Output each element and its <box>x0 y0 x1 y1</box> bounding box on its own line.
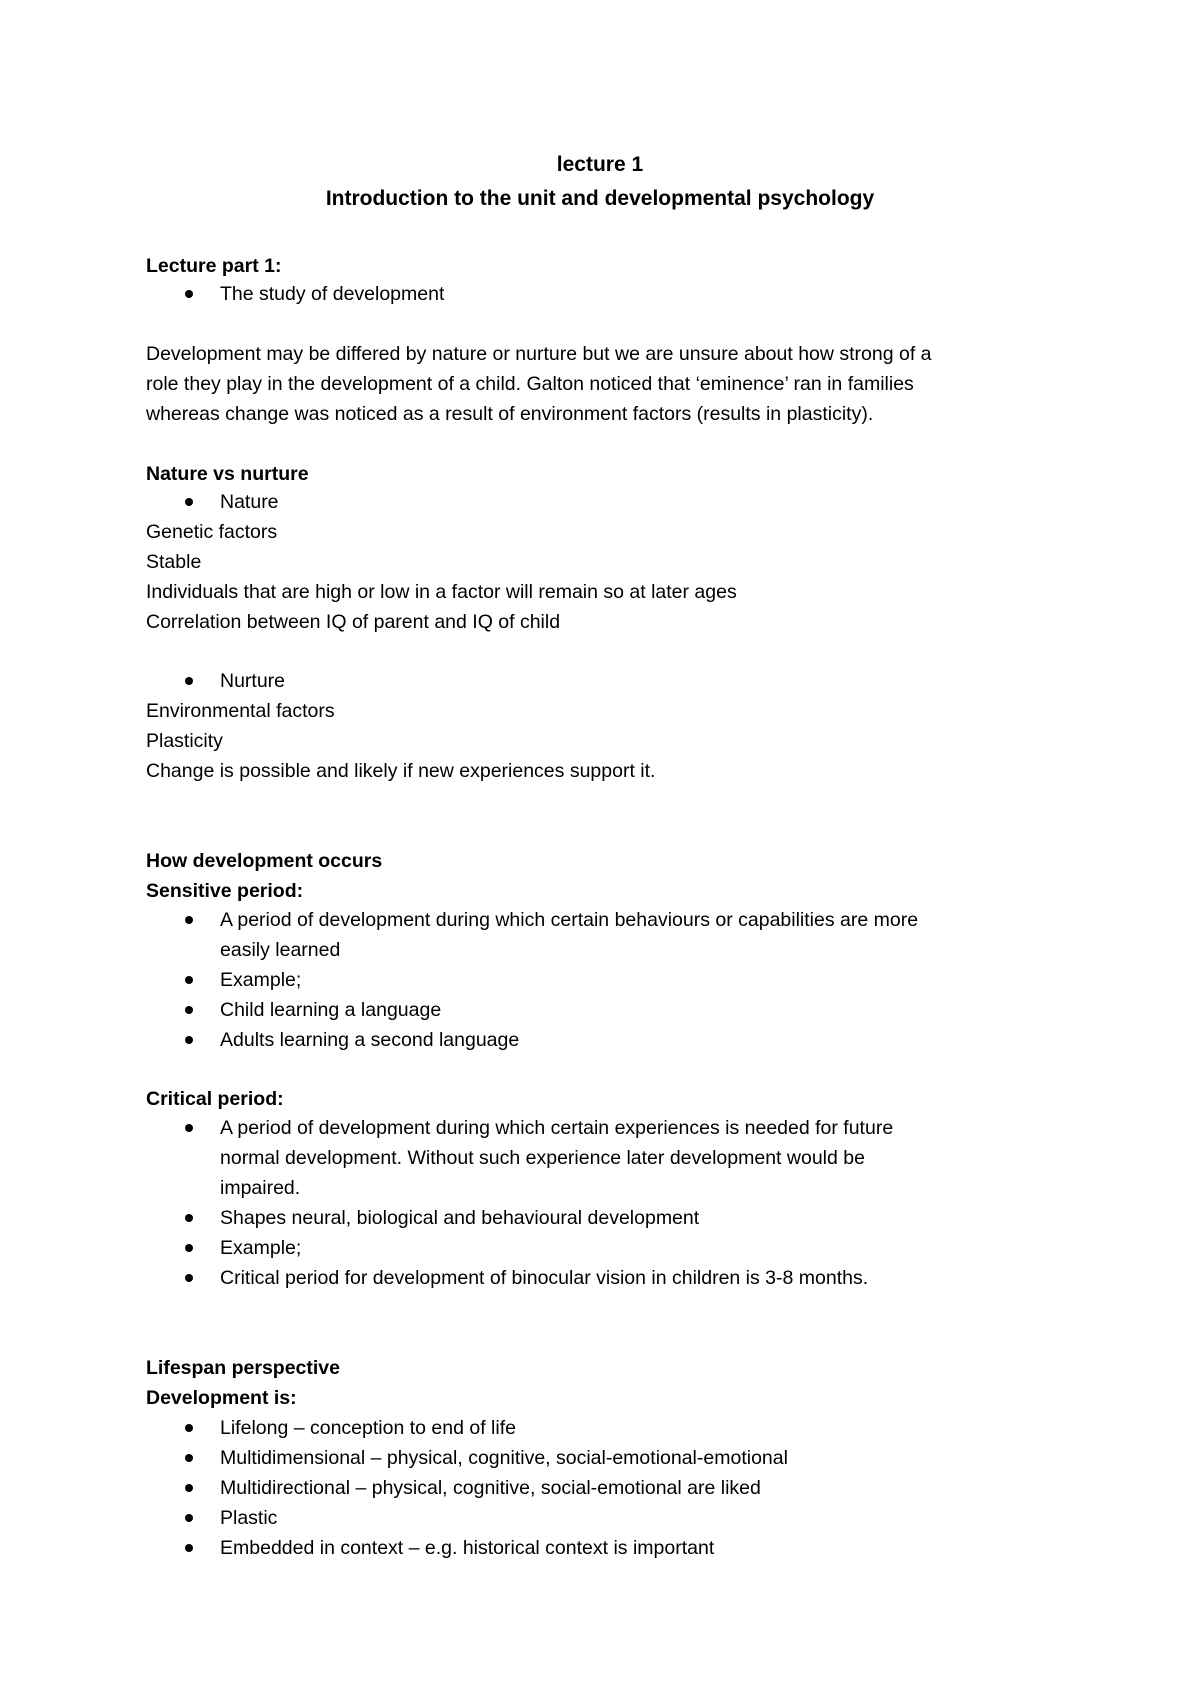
text-line: Stable <box>146 551 202 573</box>
list-item-continuation: normal development. Without such experience later development would be <box>220 1147 865 1169</box>
text-line: Genetic factors <box>146 521 278 543</box>
text-line: Change is possible and likely if new experiences support it. <box>146 760 656 782</box>
paragraph-line: Development may be differed by nature or nurture but we are unsure about how strong of a <box>146 343 932 365</box>
bullet-dot <box>185 1454 193 1462</box>
list-item: Plastic <box>220 1507 278 1529</box>
bullet-dot <box>185 1214 193 1222</box>
subheading-critical-period: Critical period: <box>146 1088 284 1110</box>
list-item: Nature <box>220 491 279 513</box>
bullet-dot <box>185 1484 193 1492</box>
list-item: Lifelong – conception to end of life <box>220 1417 516 1439</box>
bullet-dot <box>185 1124 193 1132</box>
section-heading-lifespan: Lifespan perspective <box>146 1357 340 1379</box>
bullet-dot <box>185 976 193 984</box>
document-title: lecture 1 <box>556 153 644 176</box>
list-item: Example; <box>220 1237 302 1259</box>
list-item: The study of development <box>220 283 445 305</box>
text-line: Environmental factors <box>146 700 335 722</box>
bullet-dot <box>185 498 193 506</box>
subheading-development-is: Development is: <box>146 1387 297 1409</box>
bullet-dot <box>185 1424 193 1432</box>
list-item: Multidimensional – physical, cognitive, social-emotional-emotional <box>220 1447 788 1469</box>
bullet-dot <box>185 1544 193 1552</box>
bullet-dot <box>185 677 193 685</box>
bullet-dot <box>185 1274 193 1282</box>
list-item: Adults learning a second language <box>220 1029 520 1051</box>
section-heading-part1: Lecture part 1: <box>146 255 282 277</box>
bullet-dot <box>185 1006 193 1014</box>
bullet-dot <box>185 1514 193 1522</box>
bullet-dot <box>185 1244 193 1252</box>
paragraph-line: role they play in the development of a child. Galton noticed that ‘eminence’ ran in families <box>146 373 914 395</box>
bullet-dot <box>185 290 193 298</box>
text-line: Correlation between IQ of parent and IQ of child <box>146 611 561 633</box>
text-line: Individuals that are high or low in a factor will remain so at later ages <box>146 581 737 603</box>
list-item: Example; <box>220 969 302 991</box>
subheading-sensitive-period: Sensitive period: <box>146 880 304 902</box>
list-item: Embedded in context – e.g. historical context is important <box>220 1537 715 1559</box>
list-item: A period of development during which certain experiences is needed for future <box>220 1117 894 1139</box>
text-line: Plasticity <box>146 730 223 752</box>
section-heading-nature-vs-nurture: Nature vs nurture <box>146 463 309 485</box>
paragraph-line: whereas change was noticed as a result of environment factors (results in plasticity). <box>146 403 874 425</box>
document-subtitle: Introduction to the unit and developmental psychology <box>325 187 875 210</box>
list-item: Multidirectional – physical, cognitive, social-emotional are liked <box>220 1477 761 1499</box>
list-item: Child learning a language <box>220 999 442 1021</box>
list-item: Shapes neural, biological and behavioural development <box>220 1207 700 1229</box>
list-item: A period of development during which certain behaviours or capabilities are more <box>220 909 919 931</box>
bullet-dot <box>185 916 193 924</box>
bullet-dot <box>185 1036 193 1044</box>
list-item: Critical period for development of binocular vision in children is 3-8 months. <box>220 1267 869 1289</box>
section-heading-how-development-occurs: How development occurs <box>146 850 383 872</box>
list-item-continuation: impaired. <box>220 1177 301 1199</box>
list-item-continuation: easily learned <box>220 939 341 961</box>
list-item: Nurture <box>220 670 286 692</box>
